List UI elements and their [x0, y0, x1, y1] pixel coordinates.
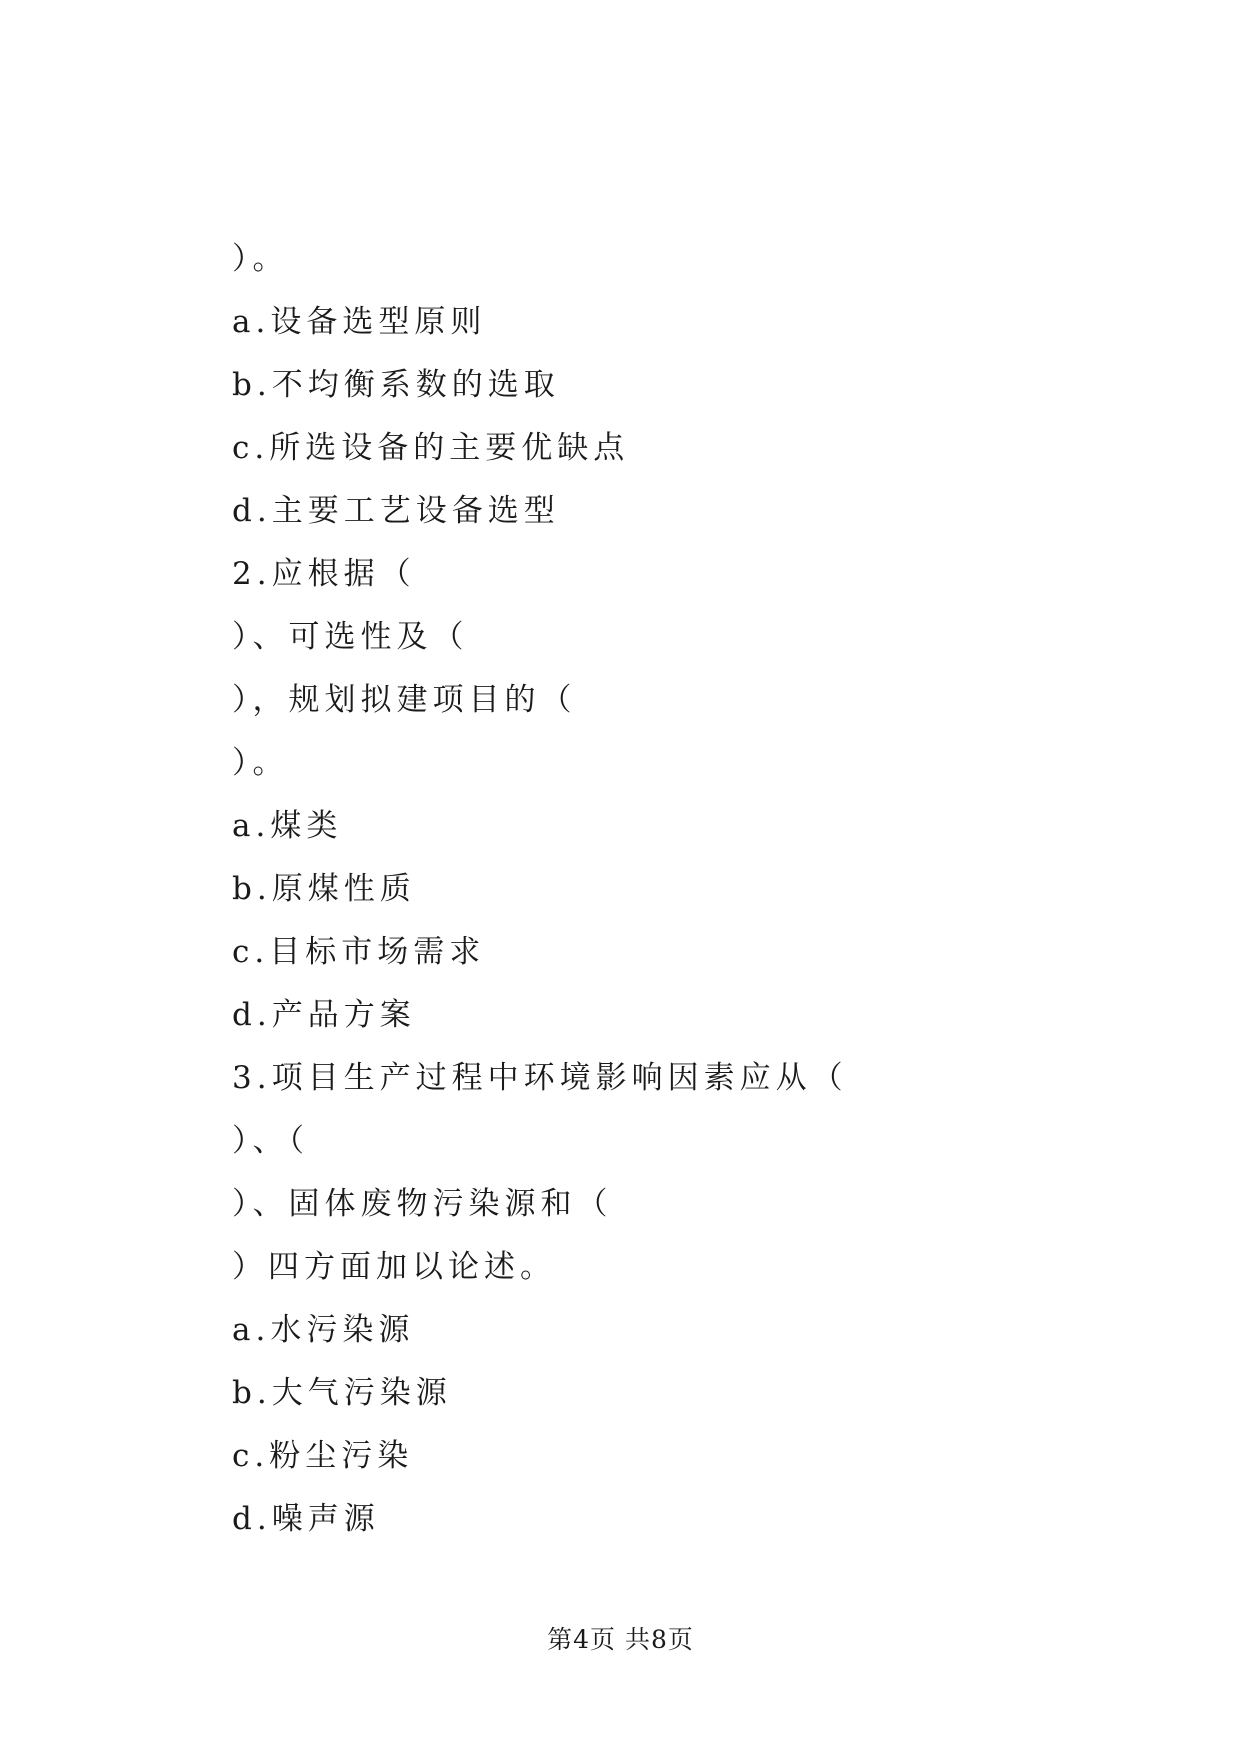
option-b-line: b.大气污染源 — [232, 1375, 452, 1411]
question-2-blank-line: ）、可选性及（ — [232, 619, 469, 655]
text-line: ）。 — [232, 241, 289, 277]
option-d-line: d.噪声源 — [232, 1501, 380, 1537]
option-b-line: b.原煤性质 — [232, 871, 416, 907]
option-d-line: d.产品方案 — [232, 997, 416, 1033]
page-number-footer: 第4页 共8页 — [547, 1625, 694, 1654]
option-a-line: a.水污染源 — [232, 1312, 415, 1348]
option-a-line: a.煤类 — [232, 808, 343, 844]
option-c-line: c.目标市场需求 — [232, 934, 486, 970]
option-b-line: b.不均衡系数的选取 — [232, 367, 560, 403]
option-d-line: d.主要工艺设备选型 — [232, 493, 560, 529]
option-c-line: c.粉尘污染 — [232, 1438, 414, 1474]
question-3-end-line: ）四方面加以论述。 — [232, 1249, 556, 1285]
option-c-line: c.所选设备的主要优缺点 — [232, 430, 630, 466]
question-3-blank-line: ）、固体废物污染源和（ — [232, 1186, 613, 1222]
question-3-line: 3.项目生产过程中环境影响因素应从（ — [232, 1060, 848, 1096]
document-body — [232, 228, 1032, 1551]
question-2-blank-line: ），规划拟建项目的（ — [232, 682, 577, 718]
question-2-line: 2.应根据（ — [232, 556, 416, 592]
question-2-end-line: ）。 — [232, 745, 289, 781]
question-3-blank-line: ）、（ — [232, 1123, 309, 1159]
option-a-line: a.设备选型原则 — [232, 304, 487, 340]
